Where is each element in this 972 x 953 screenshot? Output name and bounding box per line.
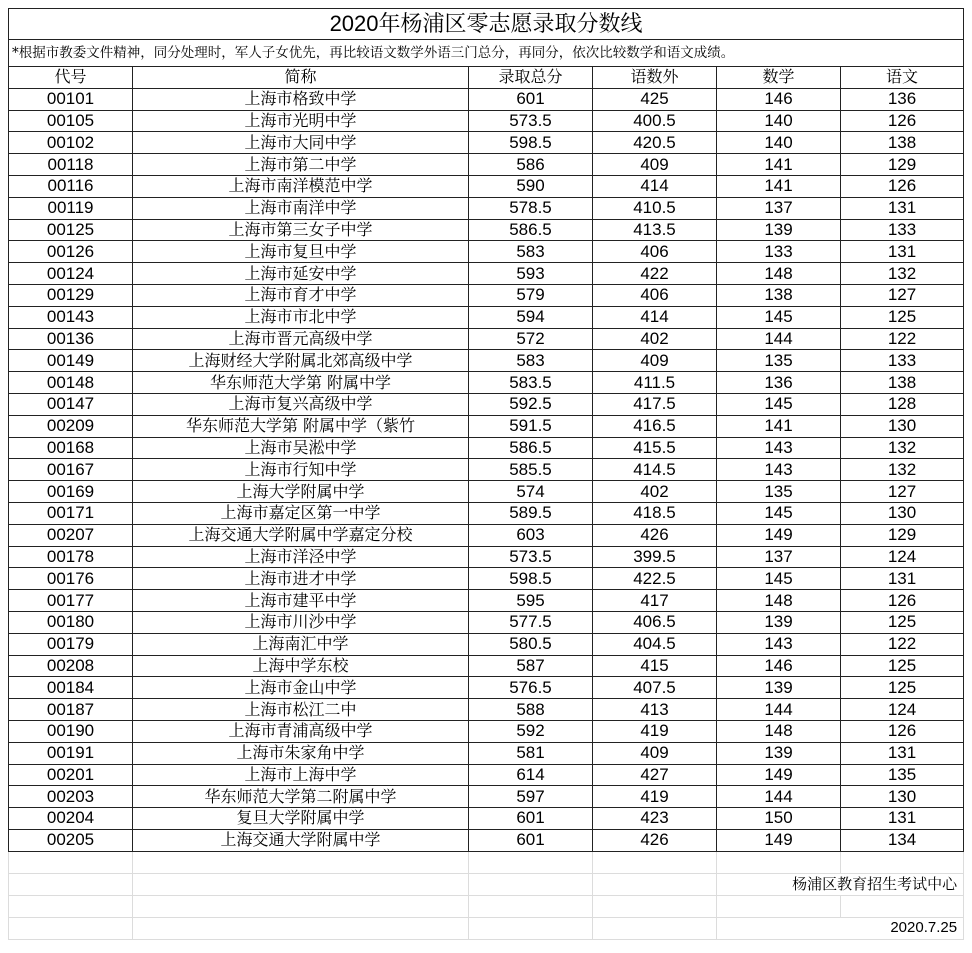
math-score: 140 bbox=[717, 132, 841, 154]
school-code: 00129 bbox=[9, 284, 133, 306]
core-score: 410.5 bbox=[593, 197, 717, 219]
blank-cell bbox=[469, 895, 593, 917]
math-score: 138 bbox=[717, 284, 841, 306]
core-score: 406 bbox=[593, 241, 717, 263]
math-score: 150 bbox=[717, 808, 841, 830]
chinese-score: 128 bbox=[841, 393, 964, 415]
math-score: 146 bbox=[717, 88, 841, 110]
total-score: 601 bbox=[469, 88, 593, 110]
school-name: 上海市进才中学 bbox=[133, 568, 469, 590]
school-name: 上海市川沙中学 bbox=[133, 611, 469, 633]
total-score: 594 bbox=[469, 306, 593, 328]
core-score: 399.5 bbox=[593, 546, 717, 568]
school-code: 00116 bbox=[9, 175, 133, 197]
core-score: 415.5 bbox=[593, 437, 717, 459]
total-score: 598.5 bbox=[469, 568, 593, 590]
school-code: 00101 bbox=[9, 88, 133, 110]
total-score: 577.5 bbox=[469, 611, 593, 633]
school-name: 上海市复兴高级中学 bbox=[133, 393, 469, 415]
school-name: 上海市行知中学 bbox=[133, 459, 469, 481]
table-row bbox=[9, 437, 964, 459]
blank-cell bbox=[9, 895, 133, 917]
school-code: 00167 bbox=[9, 459, 133, 481]
total-score: 595 bbox=[469, 590, 593, 612]
table-row bbox=[9, 808, 964, 830]
school-code: 00124 bbox=[9, 263, 133, 285]
table-row bbox=[9, 372, 964, 394]
total-score: 589.5 bbox=[469, 502, 593, 524]
table-row bbox=[9, 742, 964, 764]
blank-cell bbox=[841, 851, 964, 873]
core-score: 407.5 bbox=[593, 677, 717, 699]
school-name: 上海中学东校 bbox=[133, 655, 469, 677]
school-name: 上海市第二中学 bbox=[133, 154, 469, 176]
blank-cell bbox=[469, 851, 593, 873]
table-row bbox=[9, 481, 964, 503]
chinese-score: 131 bbox=[841, 808, 964, 830]
core-score: 414.5 bbox=[593, 459, 717, 481]
math-score: 141 bbox=[717, 175, 841, 197]
school-code: 00118 bbox=[9, 154, 133, 176]
chinese-score: 125 bbox=[841, 677, 964, 699]
school-name: 上海市建平中学 bbox=[133, 590, 469, 612]
chinese-score: 138 bbox=[841, 132, 964, 154]
school-name: 上海市格致中学 bbox=[133, 88, 469, 110]
total-score: 603 bbox=[469, 524, 593, 546]
header-name: 简称 bbox=[133, 67, 469, 89]
math-score: 148 bbox=[717, 263, 841, 285]
total-score: 592 bbox=[469, 720, 593, 742]
total-score: 587 bbox=[469, 655, 593, 677]
math-score: 144 bbox=[717, 699, 841, 721]
math-score: 135 bbox=[717, 481, 841, 503]
school-code: 00201 bbox=[9, 764, 133, 786]
core-score: 422 bbox=[593, 263, 717, 285]
chinese-score: 126 bbox=[841, 720, 964, 742]
table-row bbox=[9, 459, 964, 481]
table-row bbox=[9, 241, 964, 263]
total-score: 576.5 bbox=[469, 677, 593, 699]
school-code: 00143 bbox=[9, 306, 133, 328]
table-row bbox=[9, 764, 964, 786]
school-code: 00176 bbox=[9, 568, 133, 590]
table-row bbox=[9, 568, 964, 590]
core-score: 409 bbox=[593, 350, 717, 372]
core-score: 416.5 bbox=[593, 415, 717, 437]
chinese-score: 129 bbox=[841, 524, 964, 546]
chinese-score: 122 bbox=[841, 328, 964, 350]
school-code: 00125 bbox=[9, 219, 133, 241]
table-row bbox=[9, 611, 964, 633]
school-name: 上海市南洋中学 bbox=[133, 197, 469, 219]
blank-cell bbox=[133, 873, 469, 895]
total-score: 601 bbox=[469, 829, 593, 851]
table-row bbox=[9, 350, 964, 372]
total-score: 574 bbox=[469, 481, 593, 503]
blank-cell bbox=[717, 895, 841, 917]
empty-row bbox=[9, 895, 964, 917]
math-score: 141 bbox=[717, 415, 841, 437]
chinese-score: 130 bbox=[841, 502, 964, 524]
math-score: 149 bbox=[717, 524, 841, 546]
blank-cell bbox=[469, 873, 593, 895]
math-score: 140 bbox=[717, 110, 841, 132]
core-score: 414 bbox=[593, 175, 717, 197]
school-code: 00180 bbox=[9, 611, 133, 633]
blank-cell bbox=[717, 851, 841, 873]
school-code: 00207 bbox=[9, 524, 133, 546]
core-score: 427 bbox=[593, 764, 717, 786]
math-score: 145 bbox=[717, 306, 841, 328]
table-row bbox=[9, 328, 964, 350]
chinese-score: 134 bbox=[841, 829, 964, 851]
core-score: 411.5 bbox=[593, 372, 717, 394]
school-name: 上海交通大学附属中学嘉定分校 bbox=[133, 524, 469, 546]
chinese-score: 130 bbox=[841, 786, 964, 808]
school-code: 00136 bbox=[9, 328, 133, 350]
school-name: 上海市大同中学 bbox=[133, 132, 469, 154]
core-score: 406.5 bbox=[593, 611, 717, 633]
math-score: 143 bbox=[717, 459, 841, 481]
total-score: 572 bbox=[469, 328, 593, 350]
school-code: 00191 bbox=[9, 742, 133, 764]
math-score: 145 bbox=[717, 568, 841, 590]
school-name: 华东师范大学第 附属中学（紫竹 bbox=[133, 415, 469, 437]
math-score: 141 bbox=[717, 154, 841, 176]
table-row bbox=[9, 88, 964, 110]
math-score: 145 bbox=[717, 393, 841, 415]
school-code: 00179 bbox=[9, 633, 133, 655]
core-score: 404.5 bbox=[593, 633, 717, 655]
total-score: 573.5 bbox=[469, 546, 593, 568]
total-score: 614 bbox=[469, 764, 593, 786]
core-score: 417.5 bbox=[593, 393, 717, 415]
school-code: 00168 bbox=[9, 437, 133, 459]
chinese-score: 124 bbox=[841, 699, 964, 721]
math-score: 139 bbox=[717, 742, 841, 764]
school-code: 00190 bbox=[9, 720, 133, 742]
header-code: 代号 bbox=[9, 67, 133, 89]
table-row bbox=[9, 175, 964, 197]
tie-break-note: *根据市教委文件精神，同分处理时，军人子女优先，再比较语文数学外语三门总分，再同分，依次比较数学和语文成绩。 bbox=[9, 40, 964, 67]
total-score: 592.5 bbox=[469, 393, 593, 415]
core-score: 402 bbox=[593, 328, 717, 350]
chinese-score: 127 bbox=[841, 481, 964, 503]
total-score: 598.5 bbox=[469, 132, 593, 154]
empty-row bbox=[9, 851, 964, 873]
chinese-score: 125 bbox=[841, 655, 964, 677]
school-name: 上海市青浦高级中学 bbox=[133, 720, 469, 742]
total-score: 583.5 bbox=[469, 372, 593, 394]
chinese-score: 136 bbox=[841, 88, 964, 110]
table-row bbox=[9, 263, 964, 285]
core-score: 423 bbox=[593, 808, 717, 830]
total-score: 586.5 bbox=[469, 219, 593, 241]
total-score: 581 bbox=[469, 742, 593, 764]
school-code: 00177 bbox=[9, 590, 133, 612]
table-row bbox=[9, 655, 964, 677]
empty-row bbox=[9, 917, 964, 939]
math-score: 139 bbox=[717, 611, 841, 633]
school-name: 上海交通大学附属中学 bbox=[133, 829, 469, 851]
header-total: 录取总分 bbox=[469, 67, 593, 89]
total-score: 591.5 bbox=[469, 415, 593, 437]
school-code: 00126 bbox=[9, 241, 133, 263]
total-score: 601 bbox=[469, 808, 593, 830]
header-math: 数学 bbox=[717, 67, 841, 89]
total-score: 583 bbox=[469, 350, 593, 372]
school-name: 上海市晋元高级中学 bbox=[133, 328, 469, 350]
core-score: 406 bbox=[593, 284, 717, 306]
total-score: 580.5 bbox=[469, 633, 593, 655]
school-name: 上海市朱家角中学 bbox=[133, 742, 469, 764]
math-score: 148 bbox=[717, 720, 841, 742]
chinese-score: 131 bbox=[841, 742, 964, 764]
core-score: 402 bbox=[593, 481, 717, 503]
math-score: 144 bbox=[717, 786, 841, 808]
school-name: 复旦大学附属中学 bbox=[133, 808, 469, 830]
core-score: 419 bbox=[593, 786, 717, 808]
chinese-score: 126 bbox=[841, 110, 964, 132]
school-name: 上海市延安中学 bbox=[133, 263, 469, 285]
school-name: 上海市松江二中 bbox=[133, 699, 469, 721]
table-row bbox=[9, 720, 964, 742]
chinese-score: 131 bbox=[841, 197, 964, 219]
total-score: 573.5 bbox=[469, 110, 593, 132]
math-score: 143 bbox=[717, 437, 841, 459]
math-score: 137 bbox=[717, 197, 841, 219]
school-code: 00119 bbox=[9, 197, 133, 219]
core-score: 426 bbox=[593, 829, 717, 851]
total-score: 585.5 bbox=[469, 459, 593, 481]
math-score: 139 bbox=[717, 677, 841, 699]
math-score: 136 bbox=[717, 372, 841, 394]
math-score: 149 bbox=[717, 764, 841, 786]
blank-cell bbox=[133, 917, 469, 939]
math-score: 139 bbox=[717, 219, 841, 241]
core-score: 414 bbox=[593, 306, 717, 328]
header-chinese: 语文 bbox=[841, 67, 964, 89]
math-score: 146 bbox=[717, 655, 841, 677]
math-score: 135 bbox=[717, 350, 841, 372]
total-score: 597 bbox=[469, 786, 593, 808]
school-code: 00209 bbox=[9, 415, 133, 437]
school-code: 00203 bbox=[9, 786, 133, 808]
school-name: 上海财经大学附属北郊高级中学 bbox=[133, 350, 469, 372]
blank-cell bbox=[133, 895, 469, 917]
chinese-score: 125 bbox=[841, 611, 964, 633]
school-name: 上海市市北中学 bbox=[133, 306, 469, 328]
table-row bbox=[9, 306, 964, 328]
core-score: 417 bbox=[593, 590, 717, 612]
chinese-score: 133 bbox=[841, 219, 964, 241]
school-code: 00208 bbox=[9, 655, 133, 677]
school-code: 00105 bbox=[9, 110, 133, 132]
school-code: 00204 bbox=[9, 808, 133, 830]
table-row bbox=[9, 590, 964, 612]
core-score: 422.5 bbox=[593, 568, 717, 590]
total-score: 586.5 bbox=[469, 437, 593, 459]
school-code: 00184 bbox=[9, 677, 133, 699]
total-score: 586 bbox=[469, 154, 593, 176]
school-code: 00178 bbox=[9, 546, 133, 568]
school-name: 上海市复旦中学 bbox=[133, 241, 469, 263]
school-name: 上海市金山中学 bbox=[133, 677, 469, 699]
chinese-score: 132 bbox=[841, 263, 964, 285]
core-score: 400.5 bbox=[593, 110, 717, 132]
school-name: 上海市洋泾中学 bbox=[133, 546, 469, 568]
chinese-score: 132 bbox=[841, 459, 964, 481]
core-score: 418.5 bbox=[593, 502, 717, 524]
school-code: 00169 bbox=[9, 481, 133, 503]
math-score: 143 bbox=[717, 633, 841, 655]
table-row bbox=[9, 699, 964, 721]
school-name: 上海市嘉定区第一中学 bbox=[133, 502, 469, 524]
blank-cell bbox=[593, 851, 717, 873]
school-name: 上海市南洋模范中学 bbox=[133, 175, 469, 197]
chinese-score: 133 bbox=[841, 350, 964, 372]
school-name: 上海大学附属中学 bbox=[133, 481, 469, 503]
empty-row bbox=[9, 873, 964, 895]
blank-cell bbox=[593, 895, 717, 917]
school-name: 上海市上海中学 bbox=[133, 764, 469, 786]
core-score: 420.5 bbox=[593, 132, 717, 154]
table-row bbox=[9, 786, 964, 808]
math-score: 144 bbox=[717, 328, 841, 350]
chinese-score: 122 bbox=[841, 633, 964, 655]
total-score: 583 bbox=[469, 241, 593, 263]
total-score: 579 bbox=[469, 284, 593, 306]
core-score: 415 bbox=[593, 655, 717, 677]
school-code: 00149 bbox=[9, 350, 133, 372]
chinese-score: 126 bbox=[841, 175, 964, 197]
total-score: 593 bbox=[469, 263, 593, 285]
issue-date: 2020.7.25 bbox=[717, 917, 964, 939]
math-score: 148 bbox=[717, 590, 841, 612]
core-score: 419 bbox=[593, 720, 717, 742]
table-row bbox=[9, 829, 964, 851]
school-name: 上海市育才中学 bbox=[133, 284, 469, 306]
total-score: 588 bbox=[469, 699, 593, 721]
school-code: 00187 bbox=[9, 699, 133, 721]
school-name: 上海市第三女子中学 bbox=[133, 219, 469, 241]
table-row bbox=[9, 633, 964, 655]
core-score: 413 bbox=[593, 699, 717, 721]
table-row bbox=[9, 546, 964, 568]
table-row bbox=[9, 524, 964, 546]
table-row bbox=[9, 502, 964, 524]
table-row bbox=[9, 219, 964, 241]
score-table bbox=[8, 8, 964, 940]
school-name: 上海市光明中学 bbox=[133, 110, 469, 132]
core-score: 409 bbox=[593, 154, 717, 176]
sheet-title: 2020年杨浦区零志愿录取分数线 bbox=[9, 9, 964, 40]
school-code: 00171 bbox=[9, 502, 133, 524]
table-row bbox=[9, 677, 964, 699]
chinese-score: 127 bbox=[841, 284, 964, 306]
table-row bbox=[9, 110, 964, 132]
chinese-score: 131 bbox=[841, 241, 964, 263]
chinese-score: 132 bbox=[841, 437, 964, 459]
header-core: 语数外 bbox=[593, 67, 717, 89]
table-row bbox=[9, 197, 964, 219]
school-name: 华东师范大学第二附属中学 bbox=[133, 786, 469, 808]
core-score: 409 bbox=[593, 742, 717, 764]
blank-cell bbox=[841, 895, 964, 917]
chinese-score: 138 bbox=[841, 372, 964, 394]
chinese-score: 130 bbox=[841, 415, 964, 437]
school-name: 华东师范大学第 附属中学 bbox=[133, 372, 469, 394]
table-row bbox=[9, 284, 964, 306]
blank-cell bbox=[593, 873, 717, 895]
chinese-score: 135 bbox=[841, 764, 964, 786]
blank-cell bbox=[133, 851, 469, 873]
core-score: 413.5 bbox=[593, 219, 717, 241]
table-row bbox=[9, 415, 964, 437]
school-name: 上海南汇中学 bbox=[133, 633, 469, 655]
total-score: 578.5 bbox=[469, 197, 593, 219]
school-code: 00102 bbox=[9, 132, 133, 154]
school-name: 上海市吴淞中学 bbox=[133, 437, 469, 459]
math-score: 145 bbox=[717, 502, 841, 524]
math-score: 149 bbox=[717, 829, 841, 851]
chinese-score: 129 bbox=[841, 154, 964, 176]
core-score: 426 bbox=[593, 524, 717, 546]
table-row bbox=[9, 132, 964, 154]
table-row bbox=[9, 154, 964, 176]
school-code: 00148 bbox=[9, 372, 133, 394]
blank-cell bbox=[9, 851, 133, 873]
blank-cell bbox=[469, 917, 593, 939]
table-row bbox=[9, 393, 964, 415]
math-score: 137 bbox=[717, 546, 841, 568]
school-code: 00205 bbox=[9, 829, 133, 851]
chinese-score: 124 bbox=[841, 546, 964, 568]
chinese-score: 131 bbox=[841, 568, 964, 590]
blank-cell bbox=[9, 917, 133, 939]
chinese-score: 126 bbox=[841, 590, 964, 612]
chinese-score: 125 bbox=[841, 306, 964, 328]
math-score: 133 bbox=[717, 241, 841, 263]
core-score: 425 bbox=[593, 88, 717, 110]
issuer-name: 杨浦区教育招生考试中心 bbox=[717, 873, 964, 895]
blank-cell bbox=[9, 873, 133, 895]
blank-cell bbox=[593, 917, 717, 939]
header-row bbox=[9, 67, 964, 89]
school-code: 00147 bbox=[9, 393, 133, 415]
total-score: 590 bbox=[469, 175, 593, 197]
